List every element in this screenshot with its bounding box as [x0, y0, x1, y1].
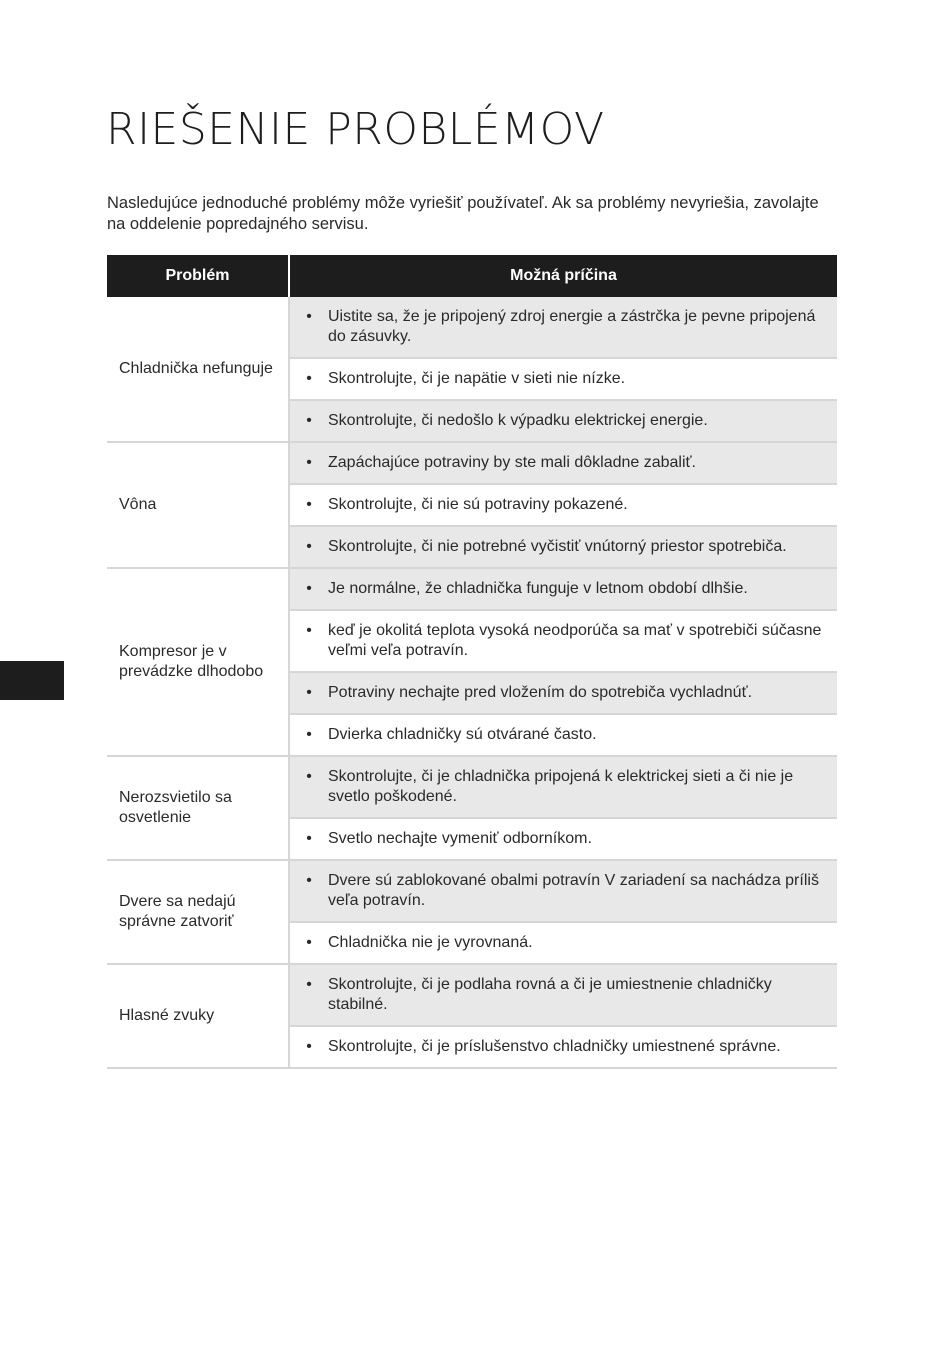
cause-cell	[289, 526, 837, 568]
cause-text: Dvere sú zablokované obalmi potravín V zariadení sa nachádza príliš veľa potravín.	[328, 872, 819, 909]
table-header-row	[107, 255, 837, 297]
problem-cell: Kompresor je v prevádzke dlhodobo	[107, 568, 289, 756]
header-cause: Možná príčina	[289, 255, 837, 297]
table-row	[107, 442, 837, 484]
bullet-icon: •	[306, 726, 312, 743]
cause-cell	[289, 400, 837, 442]
intro-paragraph: Nasledujúce jednoduché problémy môže vyriešiť používateľ. Ak sa problémy nevyriešia, zavolajte na oddelenie popredajného servisu.	[107, 194, 819, 233]
cause-cell	[289, 1026, 837, 1068]
table-row	[107, 756, 837, 818]
problem-cell: Vôna	[107, 442, 289, 568]
bullet-icon: •	[306, 538, 312, 555]
bullet-icon: •	[306, 830, 312, 847]
cause-text: Dvierka chladničky sú otvárané často.	[328, 726, 597, 743]
bullet-icon: •	[306, 370, 312, 387]
cause-text: Skontrolujte, či nie sú potraviny pokazené.	[328, 496, 628, 513]
bullet-icon: •	[306, 308, 312, 325]
cause-cell	[289, 484, 837, 526]
table-row	[107, 568, 837, 610]
cause-cell	[289, 860, 837, 922]
cause-cell	[289, 964, 837, 1026]
cause-cell	[289, 818, 837, 860]
cause-cell	[289, 756, 837, 818]
problem-cell: Hlasné zvuky	[107, 964, 289, 1068]
cause-text: Je normálne, že chladnička funguje v letnom období dlhšie.	[328, 580, 748, 597]
cause-cell	[289, 672, 837, 714]
header-problem: Problém	[107, 255, 289, 297]
table-row	[107, 297, 837, 358]
cause-cell	[289, 297, 837, 358]
cause-text: Potraviny nechajte pred vložením do spotrebiča vychladnúť.	[328, 684, 753, 701]
section-side-tab	[0, 661, 64, 700]
bullet-icon: •	[306, 622, 312, 639]
cause-text: Skontrolujte, či je chladnička pripojená k elektrickej sieti a či nie je svetlo poškodené.	[328, 768, 794, 805]
problem-cell: Dvere sa nedajú správne zatvoriť	[107, 860, 289, 964]
bullet-icon: •	[306, 454, 312, 471]
bullet-icon: •	[306, 580, 312, 597]
cause-text: Uistite sa, že je pripojený zdroj energie a zástrčka je pevne pripojená do zásuvky.	[328, 308, 816, 345]
cause-text: Chladnička nie je vyrovnaná.	[328, 934, 533, 951]
cause-cell	[289, 714, 837, 756]
cause-text: keď je okolitá teplota vysoká neodporúča sa mať v spotrebiči súčasne veľmi veľa potravín.	[328, 622, 822, 659]
cause-text: Skontrolujte, či je podlaha rovná a či je umiestnenie chladničky stabilné.	[328, 976, 772, 1013]
bullet-icon: •	[306, 684, 312, 701]
cause-cell	[289, 442, 837, 484]
cause-text: Zapáchajúce potraviny by ste mali dôkladne zabaliť.	[328, 454, 696, 471]
problem-cell: Nerozsvietilo sa osvetlenie	[107, 756, 289, 860]
bullet-icon: •	[306, 496, 312, 513]
cause-cell	[289, 358, 837, 400]
cause-text: Skontrolujte, či nedošlo k výpadku elektrickej energie.	[328, 412, 708, 429]
bullet-icon: •	[306, 1038, 312, 1055]
cause-text: Skontrolujte, či je napätie v sieti nie nízke.	[328, 370, 626, 387]
bullet-icon: •	[306, 976, 312, 993]
table-row	[107, 964, 837, 1026]
bullet-icon: •	[306, 872, 312, 889]
bullet-icon: •	[306, 412, 312, 429]
cause-text: Svetlo nechajte vymeniť odborníkom.	[328, 830, 592, 847]
page-title: RIEŠENIE PROBLÉMOV	[106, 104, 605, 155]
cause-cell	[289, 922, 837, 964]
cause-text: Skontrolujte, či je príslušenstvo chladničky umiestnené správne.	[328, 1038, 781, 1055]
table-body	[107, 297, 837, 1068]
bullet-icon: •	[306, 934, 312, 951]
cause-cell	[289, 568, 837, 610]
cause-text: Skontrolujte, či nie potrebné vyčistiť vnútorný priestor spotrebiča.	[328, 538, 787, 555]
table-row	[107, 860, 837, 922]
troubleshooting-table	[107, 255, 837, 1069]
bullet-icon: •	[306, 768, 312, 785]
cause-cell	[289, 610, 837, 672]
problem-cell: Chladnička nefunguje	[107, 297, 289, 442]
